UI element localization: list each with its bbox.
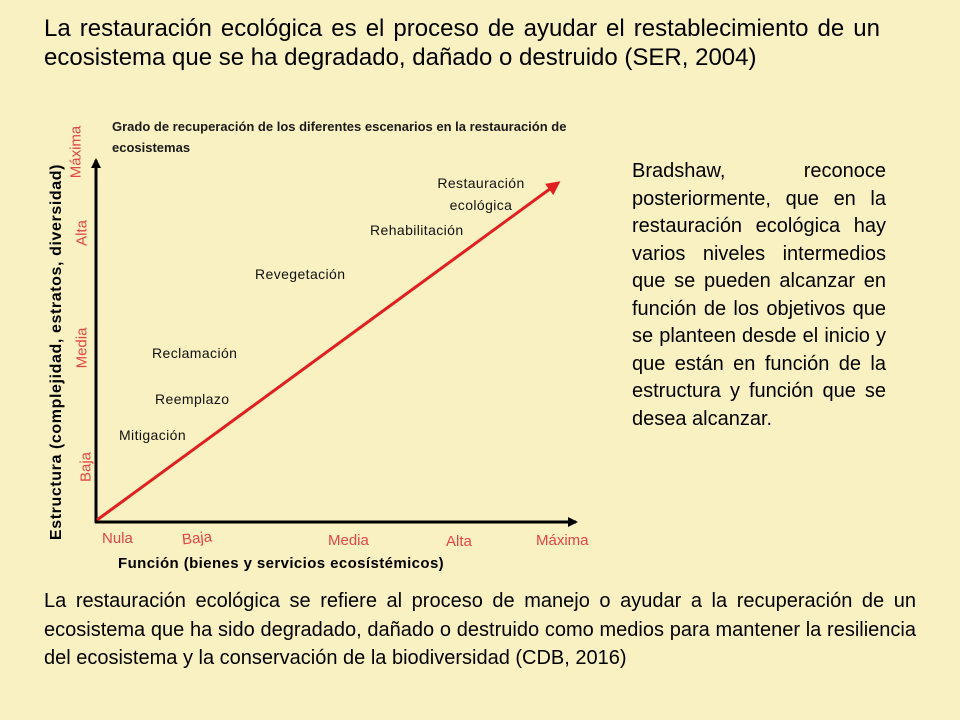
- y-tick-media: Media: [73, 327, 91, 369]
- stage-reclamacion: Reclamación: [152, 345, 238, 361]
- stage-mitigacion: Mitigación: [119, 427, 187, 443]
- x-tick-baja: Baja: [181, 528, 213, 549]
- y-tick-alta: Alta: [73, 220, 91, 246]
- y-axis-title: Estructura (complejidad, estratos, diversidad): [48, 163, 65, 541]
- stage-restauracion-ecologica: Restauración ecológica: [437, 175, 525, 213]
- stage-revegetacion: Revegetación: [255, 266, 346, 282]
- bradshaw-paragraph: Bradshaw, reconoce posteriormente, que en la restauración ecológica hay varios niveles intermedios que se pueden alcanzar en función de los objetivos que se planteen desde el inicio y que están en función de la estructura y función que se desea alcanzar.: [632, 160, 886, 430]
- x-tick-nula: Nula: [102, 530, 133, 547]
- x-tick-media: Media: [328, 532, 369, 549]
- intro-paragraph: La restauración ecológica es el proceso de ayudar el restablecimiento de un ecosistema que se ha degradado, dañado o destruido (SER, 2004): [44, 15, 880, 71]
- x-tick-maxima: Máxima: [536, 532, 589, 549]
- closing-paragraph: La restauración ecológica se refiere al proceso de manejo o ayudar a la recuperación de un ecosistema que ha sido degradado, dañado o destruido como medios para mantener la resiliencia del ecosistema y la conservación de la biodiversidad (CDB, 2016): [44, 590, 916, 669]
- x-tick-alta: Alta: [446, 533, 472, 550]
- stage-reemplazo: Reemplazo: [155, 391, 230, 407]
- y-tick-baja: Baja: [77, 451, 95, 483]
- stage-rehabilitacion: Rehabilitación: [370, 222, 464, 238]
- x-axis-title: Función (bienes y servicios ecosístémicos): [118, 555, 445, 572]
- y-tick-maxima: Máxima: [67, 125, 85, 179]
- diagram-title: Grado de recuperación de los diferentes escenarios en la restauración de ecosistemas: [112, 119, 567, 155]
